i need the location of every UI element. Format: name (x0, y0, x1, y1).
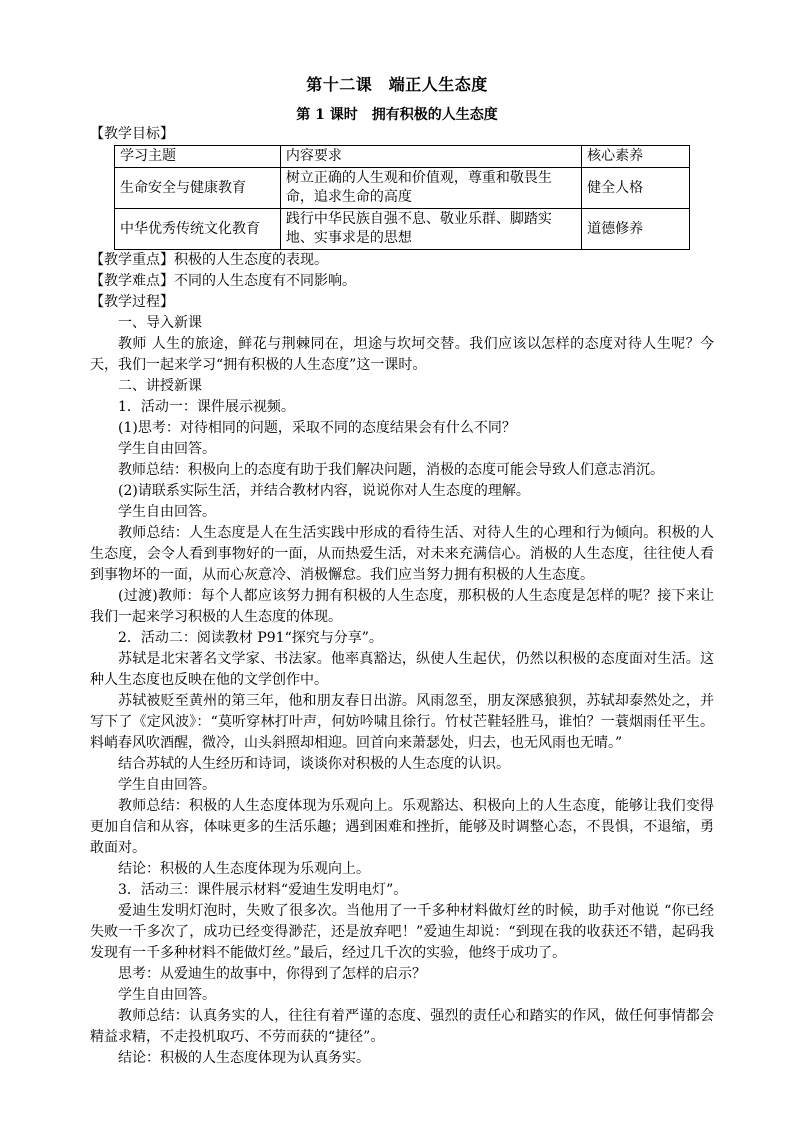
paragraph: 结合苏轼的人生经历和诗词，谈谈你对积极的人生态度的认识。 (118, 756, 510, 772)
paragraph: 苏轼被贬至黄州的第三年，他和朋友春日出游。风雨忽至，朋友深感狼狈，苏轼却泰然处之，并写下了《定风波》：“莫听穿林打叶声，何妨吟啸且徐行。竹杖芒鞋轻胜马，谁怕？一蓑烟雨任平生。料峭春风吹酒醒，微冷，山头斜照却相迎。回首向来萧瑟处，归去，也无风雨也无晴。” (90, 693, 714, 751)
section-heading: 二、讲授新课 (118, 378, 202, 394)
paragraph: 结论：积极的人生态度体现为认真务实。 (118, 1050, 370, 1066)
paragraph: (1)思考：对待相同的问题，采取不同的态度结果会有什么不同？ (118, 420, 516, 436)
paragraph: 学生自由回答。 (118, 987, 216, 1003)
table-cell: 中华优秀传统文化教育 (115, 209, 281, 250)
paragraph: 苏轼是北宋著名文学家、书法家。他率真豁达，纵使人生起伏，仍然以积极的态度面对生活。这种人生态度也反映在他的文学创作中。 (90, 651, 714, 688)
paragraph: 教师总结：认真务实的人，往往有着严谨的态度、强烈的责任心和踏实的作风，做任何事情都会精益求精，不走投机取巧、不劳而获的“捷径”。 (90, 1008, 714, 1045)
table-header-cell: 内容要求 (280, 146, 581, 168)
table-header-cell: 核心素养 (582, 146, 690, 168)
table-cell: 树立正确的人生观和价值观，尊重和敬畏生命，追求生命的高度 (280, 168, 581, 209)
table-cell: 健全人格 (582, 168, 690, 209)
paragraph: 结论：积极的人生态度体现为乐观向上。 (118, 861, 370, 877)
table-cell: 生命安全与健康教育 (115, 168, 281, 209)
document-body (90, 124, 714, 1069)
paragraph: 学生自由回答。 (118, 504, 216, 520)
activity-heading: 1．活动一：课件展示视频。 (118, 399, 295, 415)
process-heading: 【教学过程】 (90, 294, 174, 310)
activity-heading: 2．活动二：阅读教材 P91“探究与分享”。 (118, 630, 383, 646)
paragraph: 教师总结：积极向上的态度有助于我们解决问题，消极的态度可能会导致人们意志消沉。 (118, 462, 664, 478)
table-row (115, 168, 690, 209)
lesson-subtitle: 第 1 课时 拥有积极的人生态度 (296, 107, 498, 123)
paragraph: 教师 人生的旅途，鲜花与荆棘同在，坦途与坎坷交替。我们应该以怎样的态度对待人生呢？今天，我们一起来学习“拥有积极的人生态度”这一课时。 (90, 336, 714, 373)
table-cell: 道德修养 (582, 209, 690, 250)
paragraph: 教师总结：人生态度是人在生活实践中形成的看待生活、对待人生的心理和行为倾向。积极的人生态度，会令人看到事物好的一面，从而热爱生活，对未来充满信心。消极的人生态度，往往使人看到事物坏的一面，从而心灰意冷、消极懈怠。我们应当努力拥有积极的人生态度。 (90, 525, 714, 583)
section-heading: 一、导入新课 (118, 315, 202, 331)
table-header-row (115, 146, 690, 168)
table-header-cell: 学习主题 (115, 146, 281, 168)
table-row (115, 209, 690, 250)
paragraph: 爱迪生发明灯泡时，失败了很多次。当他用了一千多种材料做灯丝的时候，助手对他说 “你已经失败一千多次了，成功已经变得渺茫，还是放弃吧！”爱迪生却说：“到现在我的收获还不错，起码我发现有一千多种材料不能做灯丝。”最后，经过几千次的实验，他终于成功了。 (90, 903, 714, 961)
activity-heading: 3．活动三：课件展示材料“爱迪生发明电灯”。 (118, 882, 408, 898)
paragraph: 思考：从爱迪生的故事中，你得到了怎样的启示？ (118, 966, 426, 982)
paragraph: 学生自由回答。 (118, 777, 216, 793)
key-point: 【教学重点】积极的人生态度的表现。 (90, 252, 328, 268)
table-cell: 践行中华民族自强不息、敬业乐群、脚踏实地、实事求是的思想 (280, 209, 581, 250)
paragraph: 学生自由回答。 (118, 441, 216, 457)
objectives-table (114, 145, 690, 250)
paragraph: 教师总结：积极的人生态度体现为乐观向上。乐观豁达、积极向上的人生态度，能够让我们变得更加自信和从容，体味更多的生活乐趣；遇到困难和挫折，能够及时调整心态，不畏惧，不退缩，勇敢面对。 (90, 798, 714, 856)
paragraph: (过渡)教师：每个人都应该努力拥有积极的人生态度，那积极的人生态度是怎样的呢？接下来让我们一起来学习积极的人生态度的体现。 (90, 588, 714, 625)
difficulty: 【教学难点】不同的人生态度有不同影响。 (90, 273, 356, 289)
paragraph: (2)请联系实际生活，并结合教材内容，说说你对人生态度的理解。 (118, 483, 530, 499)
objectives-heading: 【教学目标】 (90, 126, 174, 142)
lesson-title: 第十二课 端正人生态度 (306, 75, 488, 94)
